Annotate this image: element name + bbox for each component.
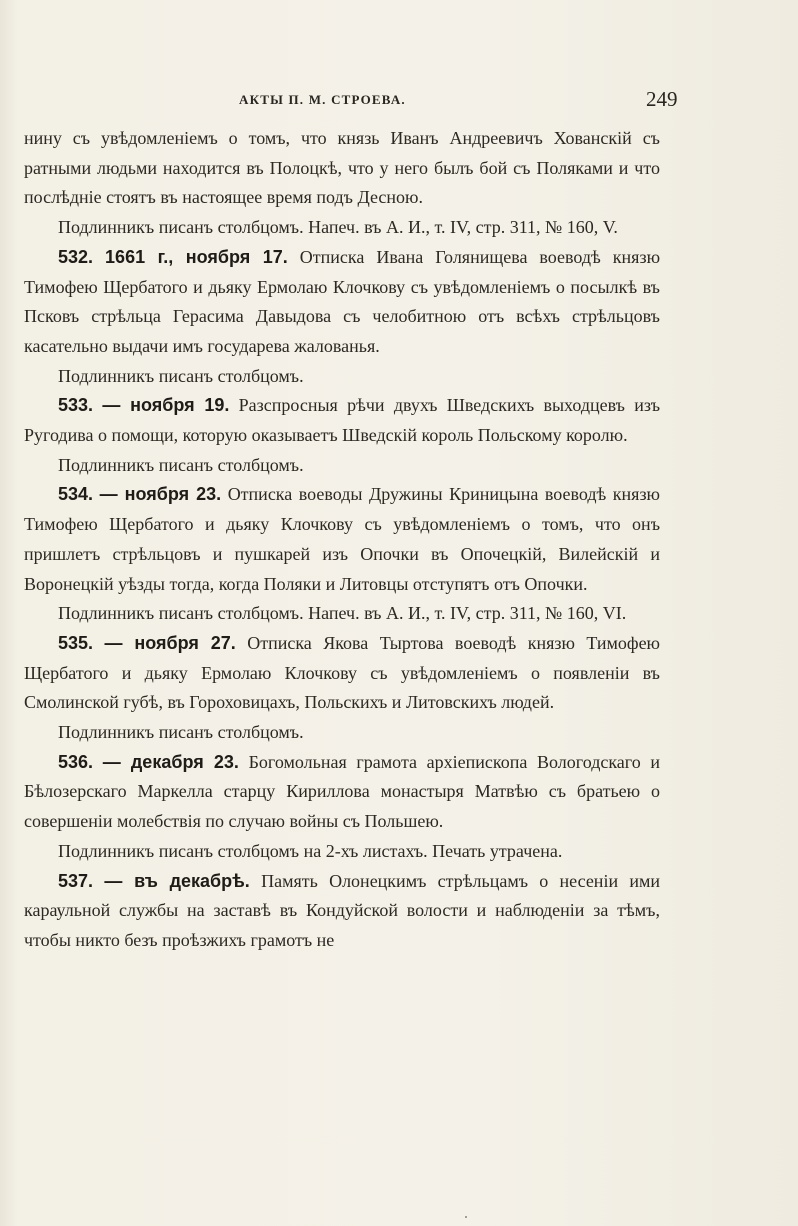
page-number: 249 [646, 87, 678, 111]
entry-537 [24, 867, 660, 956]
entry-date: — ноября 19. [102, 395, 230, 416]
entry-533 [24, 391, 660, 450]
entry-date: — декабря 23. [102, 751, 239, 772]
entry-number: 535. [58, 632, 94, 653]
paper-speck [465, 1216, 467, 1218]
entry-number: 532. [58, 246, 94, 267]
entry-534 [24, 480, 660, 599]
entry-535 [24, 629, 660, 718]
entry-text: Разспросныя рѣчи двухъ Шведскихъ выходцевъ изъ Ругодива о помощи, которую оказываетъ Шведскій король Польскому королю. [24, 395, 660, 446]
entry-text: Память Олонецкимъ стрѣльцамъ о несеніи ими караульной службы на заставѣ въ Кондуйской волости и наблюденіи за тѣмъ, чтобы никто безъ проѣзжихъ грамотъ не [24, 870, 660, 950]
continuation-paragraph: нину съ увѣдомленіемъ о томъ, что князь Иванъ Андреевичъ Хованскій съ ратными людьми находится въ Полоцкѣ, что у него былъ бой съ Поляками и что послѣдніе стоятъ въ настоящее время подъ Десною. [24, 128, 660, 208]
entry-number: 536. [58, 751, 94, 772]
source-note: Подлинникъ писанъ столбцомъ. Напеч. въ А. И., т. IV, стр. 311, № 160, VI. [58, 603, 627, 624]
source-note: Подлинникъ писанъ столбцомъ. [58, 454, 304, 475]
page-body [24, 124, 660, 956]
entry-date: — ноября 23. [99, 484, 222, 505]
entry-text: Богомольная грамота архіепископа Вологодскаго и Бѣлозерскаго Маркелла старцу Кириллова монастыря Матвѣю съ братьею о совершеніи молебствія по случаю войны съ Польшею. [24, 751, 661, 832]
running-head: АКТЫ П. М. СТРОЕВА. [239, 92, 406, 107]
entry-text: Отписка Якова Тыртова воеводѣ князю Тимофею Щербатого и дьяку Ермолаю Клочкову съ увѣдомленіемъ о появленіи въ Смолинской губѣ, въ Гороховицахъ, Польскихъ и Литовскихъ людей. [24, 632, 661, 713]
source-note: Подлинникъ писанъ столбцомъ. [58, 722, 304, 743]
entry-date: 1661 г., ноября 17. [105, 246, 288, 267]
entry-text: Отписка воеводы Дружины Криницына воеводѣ князю Тимофею Щербатого и дьяку Клочкову съ увѣдомленіемъ о томъ, что онъ пришлетъ стрѣльцовъ и пушкарей изъ Опочки въ Опочецкій, Вилейскій и Воронецкій уѣзды тогда, когда Поляки и Литовцы отступятъ отъ Опочки. [24, 484, 661, 594]
entry-532 [24, 243, 660, 362]
entry-number: 537. [58, 870, 94, 891]
source-note: Подлинникъ писанъ столбцомъ. Напеч. въ А. И., т. IV, стр. 311, № 160, V. [58, 217, 618, 238]
source-note: Подлинникъ писанъ столбцомъ на 2-хъ листахъ. Печать утрачена. [58, 840, 563, 861]
entry-text: Отписка Ивана Голянищева воеводѣ князю Тимофею Щербатого и дьяку Ермолаю Клочкову съ увѣдомленіемъ о посылкѣ въ Псковъ стрѣльца Герасима Давыдова съ челобитною отъ всѣхъ стрѣльцовъ касательно выдачи имъ государева жалованья. [24, 246, 661, 356]
entry-536 [24, 748, 660, 837]
entry-date: — ноября 27. [104, 632, 236, 653]
source-note: Подлинникъ писанъ столбцомъ. [58, 365, 304, 386]
entry-number: 533. [58, 395, 94, 416]
entry-date: — въ декабрѣ. [104, 870, 250, 891]
entry-number: 534. [58, 484, 94, 505]
page-header [24, 87, 678, 114]
